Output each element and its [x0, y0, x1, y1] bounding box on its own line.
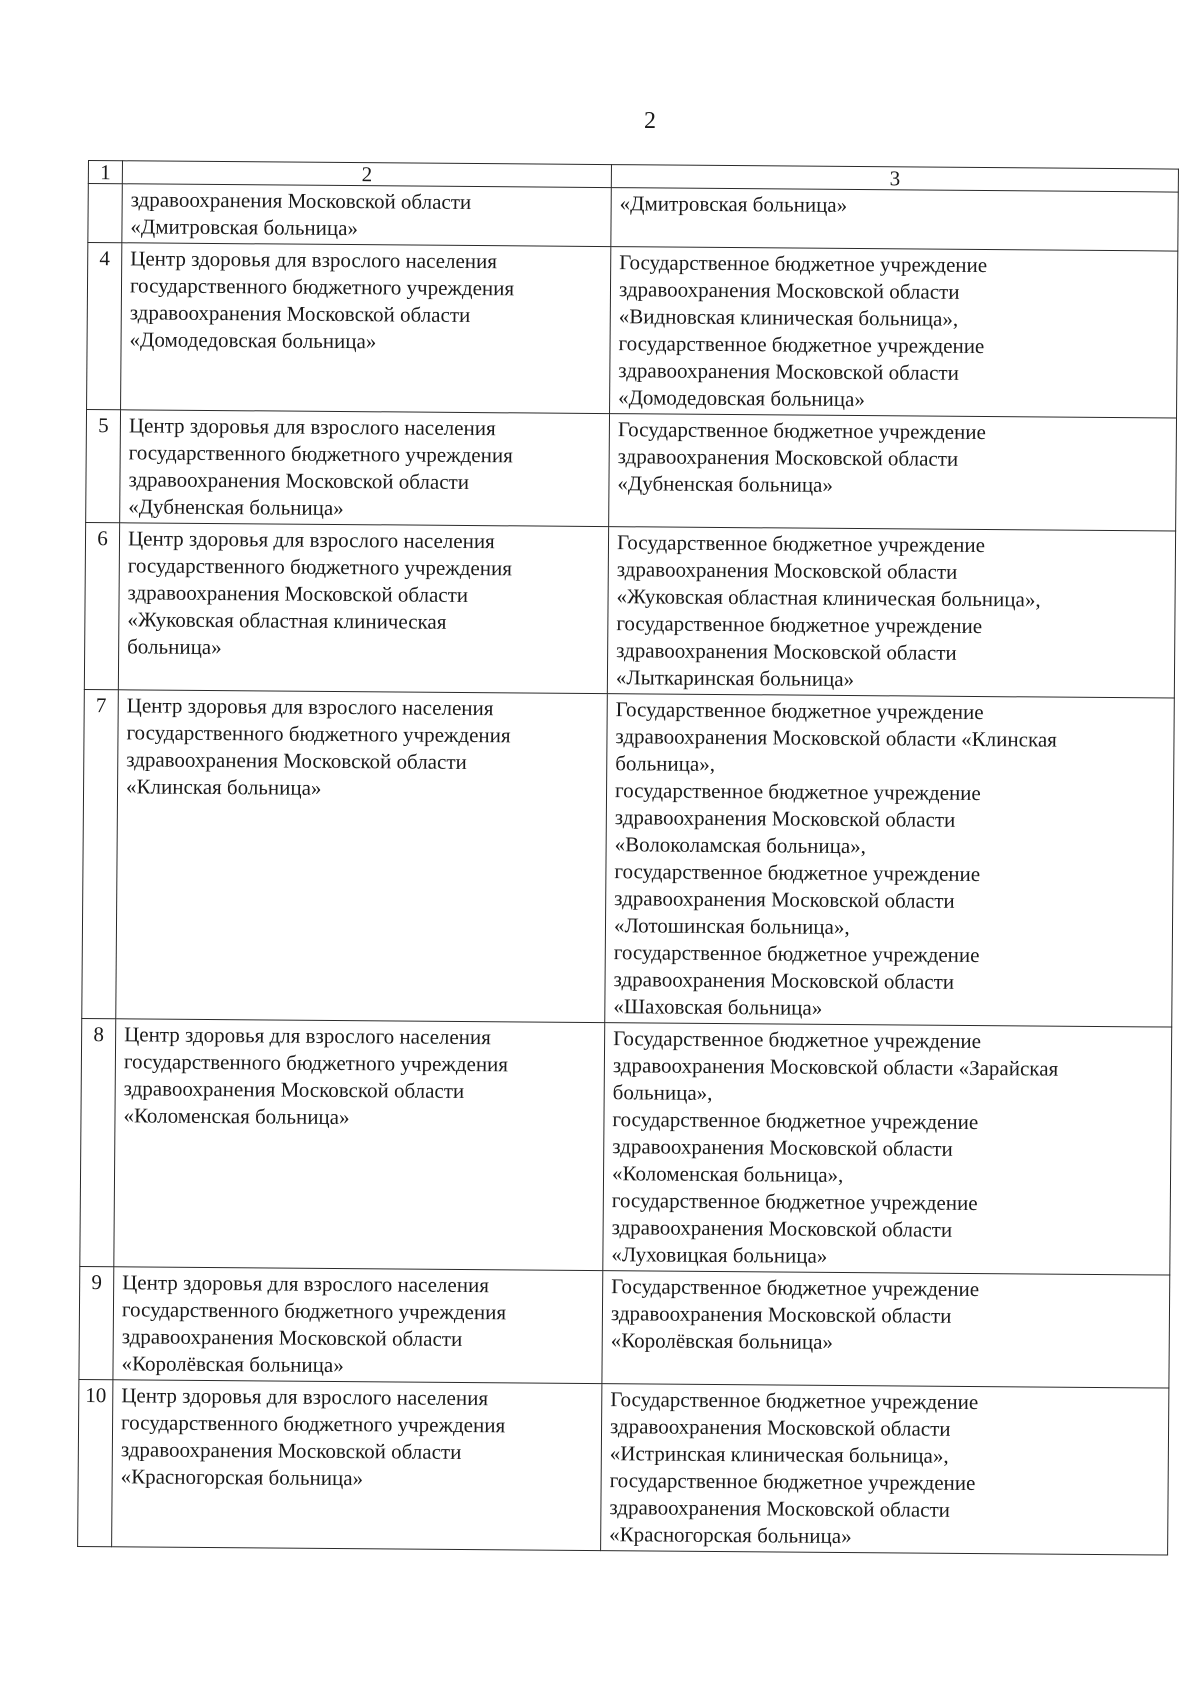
health-center-line: здравоохранения Московской области — [120, 1437, 462, 1464]
health-center-line: «Дмитровская больница» — [130, 214, 359, 241]
health-center-cell — [118, 523, 608, 694]
institution-line: государственное бюджетное учреждение — [614, 778, 981, 806]
institution-line: Государственное бюджетное учреждение — [619, 250, 988, 278]
health-center-line: «Домодедовская больница» — [129, 327, 377, 354]
health-center-line: здравоохранения Московской области — [130, 187, 472, 215]
institutions-cell — [602, 1271, 1170, 1388]
row-number: 10 — [78, 1379, 113, 1546]
row-number — [88, 184, 122, 243]
health-center-line: государственного бюджетного учреждения — [123, 1049, 509, 1077]
institution-line: здравоохранения Московской области — [611, 1215, 953, 1242]
column-number-3: 3 — [611, 165, 1178, 192]
table-row — [87, 243, 1178, 419]
institution-line: здравоохранения Московской области — [609, 1414, 951, 1441]
health-center-line: государственного бюджетного учреждения — [128, 440, 513, 468]
health-center-cell — [114, 1019, 605, 1271]
row-number: 9 — [79, 1266, 114, 1379]
health-center-line: Центр здоровья для взрослого населения — [128, 413, 496, 441]
institution-line: Государственное бюджетное учреждение — [613, 1026, 982, 1054]
institution-line: здравоохранения Московской области — [618, 277, 960, 304]
institution-line: государственное бюджетное учреждение — [616, 611, 983, 639]
health-center-line: здравоохранения Московской области — [129, 300, 471, 328]
institution-line: «Истринская клиническая больница», — [609, 1441, 949, 1468]
health-center-cell — [116, 690, 608, 1023]
institution-line: здравоохранения Московской области — [610, 1301, 952, 1328]
health-center-line: здравоохранения Московской области — [126, 747, 467, 774]
institution-line: «Волоколамская больница», — [614, 832, 867, 859]
health-center-cell — [121, 243, 611, 414]
health-center-line: здравоохранения Московской области — [121, 1324, 463, 1351]
health-center-line: «Дубненская больница» — [128, 494, 344, 521]
institution-line: «Жуковская областная клиническая больница», — [616, 584, 1041, 612]
health-center-line: здравоохранения Московской области — [128, 467, 470, 495]
health-center-line: «Клинская больница» — [125, 774, 322, 800]
institution-line: государственное бюджетное учреждение — [609, 1468, 976, 1496]
row-number: 8 — [80, 1018, 116, 1266]
institution-line: здравоохранения Московской области «Зарайская — [612, 1053, 1059, 1081]
institution-line: больница», — [615, 751, 716, 776]
institution-line: «Шаховская больница» — [613, 994, 823, 1020]
health-centers-table — [77, 160, 1179, 1556]
institutions-cell — [609, 414, 1177, 531]
health-center-line: государственного бюджетного учреждения — [127, 553, 513, 581]
table-row — [78, 1379, 1169, 1555]
institution-line: государственное бюджетное учреждение — [613, 940, 980, 968]
institution-line: здравоохранения Московской области — [616, 557, 958, 584]
institutions-cell — [610, 247, 1178, 418]
institution-line: здравоохранения Московской области — [614, 886, 955, 913]
institutions-cell — [605, 694, 1175, 1027]
table-row — [79, 1266, 1170, 1388]
health-center-line: больница» — [127, 634, 222, 660]
health-center-line: «Жуковская областная клиническая — [127, 607, 447, 634]
institution-line: Государственное бюджетное учреждение — [617, 417, 986, 445]
row-number: 4 — [87, 243, 122, 410]
table-body — [78, 161, 1179, 1556]
health-center-cell — [122, 184, 611, 247]
column-number-2: 2 — [122, 161, 611, 188]
health-center-line: Центр здоровья для взрослого населения — [122, 1270, 490, 1298]
institution-line: государственное бюджетное учреждение — [612, 1107, 979, 1135]
table-row — [82, 689, 1175, 1027]
health-center-line: «Красногорская больница» — [120, 1464, 364, 1491]
institutions-cell — [603, 1023, 1172, 1275]
table-row — [88, 184, 1178, 252]
health-center-line: здравоохранения Московской области — [127, 580, 469, 607]
page-number: 2 — [644, 108, 656, 134]
institution-line: «Домодедовская больница» — [618, 385, 865, 412]
column-number-1: 1 — [88, 161, 122, 184]
institution-line: «Красногорская больница» — [609, 1522, 852, 1549]
institution-line: здравоохранения Московской области — [618, 358, 959, 385]
health-center-line: государственного бюджетного учреждения — [129, 273, 515, 301]
institution-line: Государственное бюджетное учреждение — [615, 697, 984, 725]
health-center-line: «Королёвская больница» — [121, 1351, 344, 1378]
institution-line: «Дубненская больница» — [617, 471, 834, 497]
institution-line: «Лыткаринская больница» — [615, 665, 855, 692]
health-center-line: государственного бюджетного учреждения — [126, 720, 511, 748]
institution-line: больница», — [612, 1080, 713, 1105]
health-center-line: Центр здоровья для взрослого населения — [126, 693, 494, 721]
health-center-line: Центр здоровья для взрослого населения — [121, 1383, 489, 1411]
institution-line: «Луховицкая больница» — [611, 1242, 828, 1268]
health-center-cell — [113, 1267, 603, 1384]
health-center-cell — [120, 410, 610, 527]
institution-line: «Видновская клиническая больница», — [618, 304, 959, 331]
institutions-cell — [607, 527, 1175, 698]
institution-line: здравоохранения Московской области — [614, 805, 956, 832]
row-number: 7 — [82, 689, 119, 1018]
institution-line: здравоохранения Московской области — [609, 1495, 951, 1522]
health-center-line: Центр здоровья для взрослого населения — [127, 526, 495, 554]
institution-line: государственное бюджетное учреждение — [611, 1188, 978, 1216]
institutions-cell — [601, 1384, 1169, 1555]
institution-line: государственное бюджетное учреждение — [618, 331, 985, 359]
row-number: 5 — [86, 409, 121, 522]
institution-line: «Коломенская больница», — [611, 1161, 844, 1187]
health-center-line: Центр здоровья для взрослого населения — [130, 246, 498, 274]
institution-line: Государственное бюджетное учреждение — [616, 530, 986, 558]
institution-line: здравоохранения Московской области — [617, 444, 959, 471]
health-center-line: Центр здоровья для взрослого населения — [124, 1022, 491, 1050]
health-center-line: государственного бюджетного учреждения — [120, 1410, 506, 1438]
institution-line: Государственное бюджетное учреждение — [610, 1387, 979, 1415]
institution-line: Государственное бюджетное учреждение — [611, 1274, 980, 1302]
institution-line: государственное бюджетное учреждение — [614, 859, 981, 887]
row-number: 6 — [84, 522, 119, 689]
health-center-line: государственного бюджетного учреждения — [121, 1297, 507, 1325]
institution-line: здравоохранения Московской области — [616, 638, 957, 665]
health-center-line: здравоохранения Московской области — [123, 1076, 465, 1103]
institution-line: «Королёвская больница» — [610, 1328, 834, 1354]
table-row — [80, 1018, 1172, 1275]
institutions-cell — [611, 188, 1178, 251]
institution-line: здравоохранения Московской области — [612, 1134, 953, 1161]
health-center-line: «Коломенская больница» — [123, 1103, 350, 1130]
institution-line: «Дмитровская больница» — [619, 191, 848, 217]
institution-line: здравоохранения Московской области «Клинская — [615, 724, 1057, 752]
institution-line: «Лотошинская больница», — [613, 913, 850, 940]
institution-line: здравоохранения Московской области — [613, 967, 955, 994]
health-center-cell — [112, 1380, 602, 1551]
table-row — [84, 522, 1175, 698]
table-row — [86, 409, 1177, 531]
